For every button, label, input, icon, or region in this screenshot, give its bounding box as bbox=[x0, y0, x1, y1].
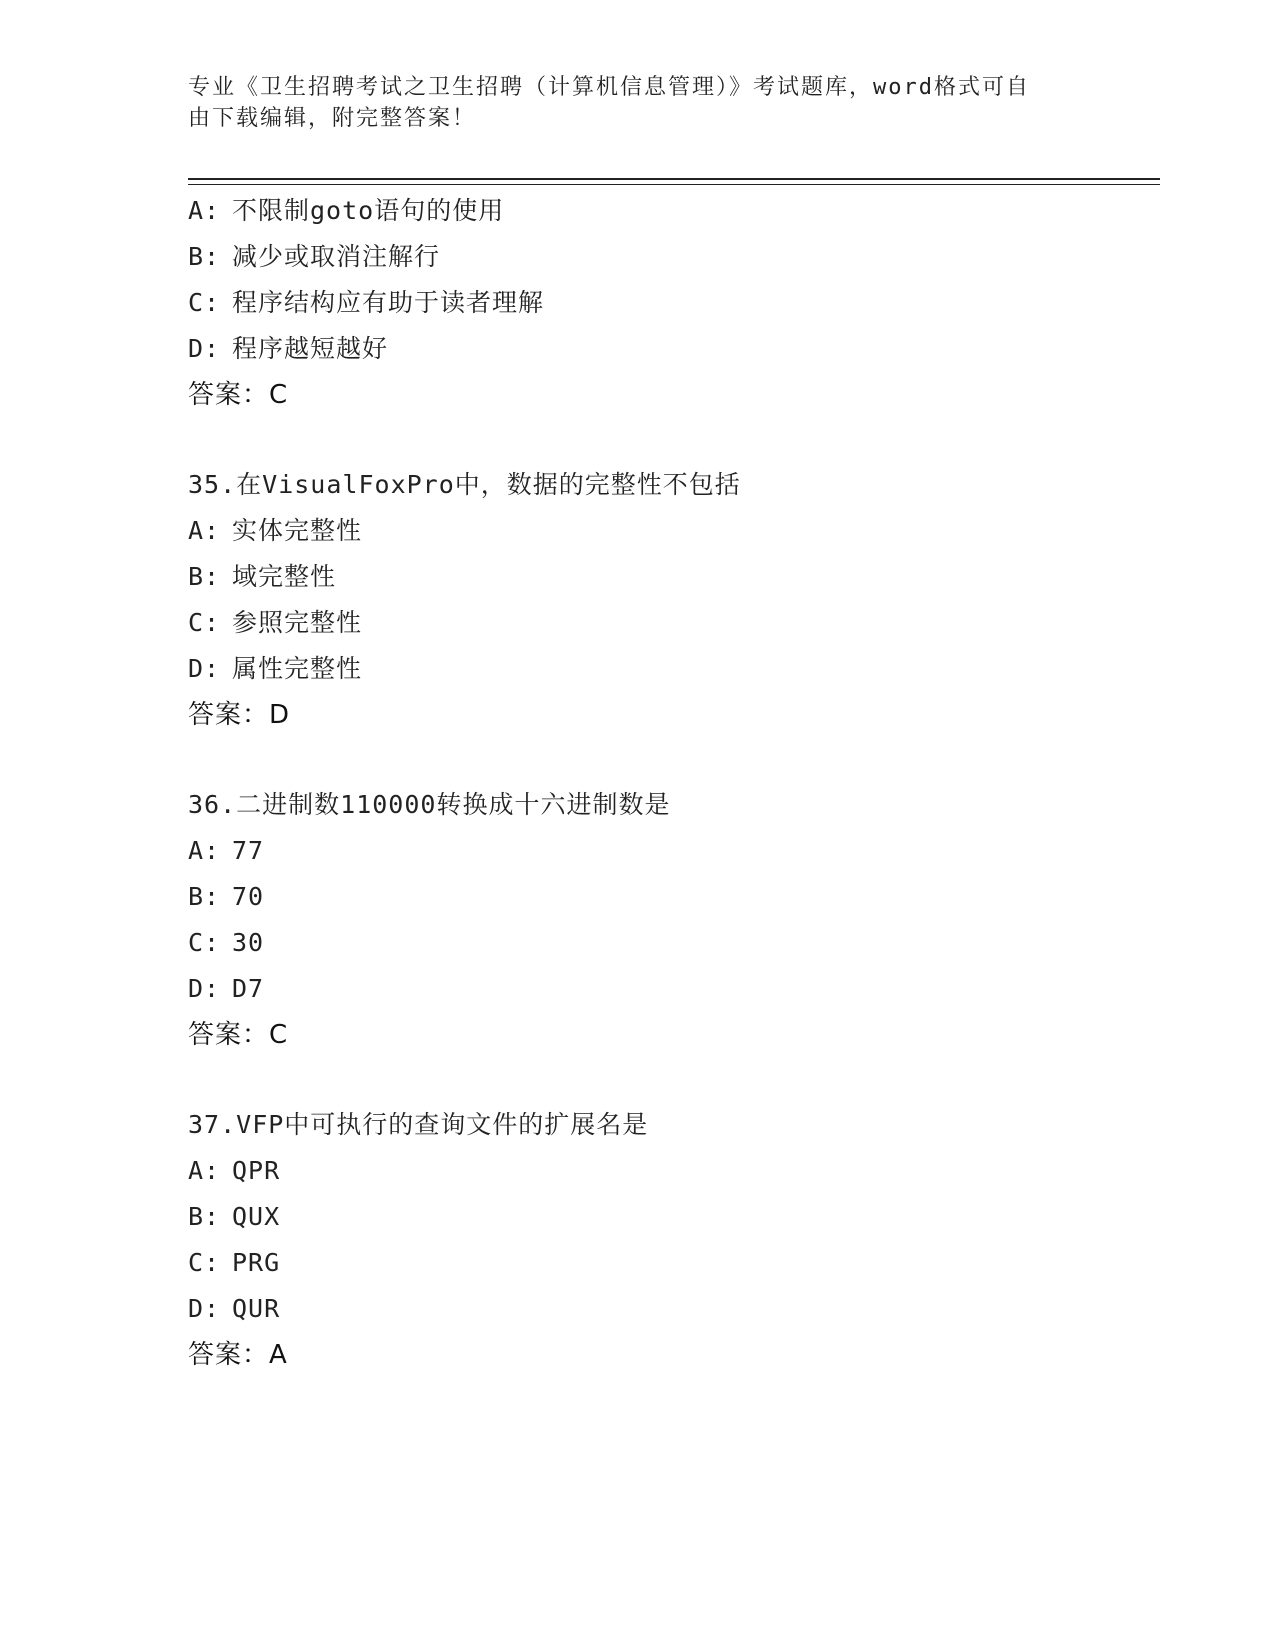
option-c bbox=[188, 1240, 1148, 1286]
option-key: A: bbox=[188, 836, 221, 865]
option-a bbox=[188, 828, 1148, 874]
answer-line: 答案：C bbox=[188, 1020, 289, 1050]
option-text: QUR bbox=[232, 1294, 281, 1323]
header-line-1: 专业《卫生招聘考试之卫生招聘（计算机信息管理）》考试题库，word格式可自 bbox=[188, 75, 1030, 100]
spacer bbox=[188, 418, 1148, 462]
question-block-36 bbox=[188, 782, 1148, 1058]
header-line-2: 由下载编辑，附完整答案！ bbox=[188, 106, 477, 131]
question-stem: 37.VFP中可执行的查询文件的扩展名是 bbox=[188, 1110, 649, 1139]
question-block-35 bbox=[188, 462, 1148, 738]
option-text: 实体完整性 bbox=[232, 516, 363, 545]
option-text: 属性完整性 bbox=[232, 654, 363, 683]
option-b bbox=[188, 554, 1148, 600]
option-key: C: bbox=[188, 608, 221, 637]
question-stem: 36.二进制数110000转换成十六进制数是 bbox=[188, 790, 671, 819]
option-text: 程序越短越好 bbox=[232, 334, 389, 363]
question-stem: 35.在VisualFoxPro中，数据的完整性不包括 bbox=[188, 470, 741, 499]
option-text: D7 bbox=[232, 974, 265, 1003]
header-divider-thick bbox=[188, 178, 1160, 180]
option-c bbox=[188, 280, 1148, 326]
option-text: 参照完整性 bbox=[232, 608, 363, 637]
answer-line: 答案：D bbox=[188, 700, 291, 730]
option-text: 减少或取消注解行 bbox=[232, 242, 441, 271]
option-text: 70 bbox=[232, 882, 265, 911]
option-key: C: bbox=[188, 288, 221, 317]
option-d bbox=[188, 1286, 1148, 1332]
option-b bbox=[188, 234, 1148, 280]
option-key: C: bbox=[188, 928, 221, 957]
answer-line: 答案：C bbox=[188, 380, 289, 410]
spacer bbox=[188, 738, 1148, 782]
option-text: QUX bbox=[232, 1202, 281, 1231]
option-text: 30 bbox=[232, 928, 265, 957]
option-text: 域完整性 bbox=[232, 562, 337, 591]
option-d bbox=[188, 966, 1148, 1012]
option-key: B: bbox=[188, 242, 221, 271]
answer-line: 答案：A bbox=[188, 1340, 288, 1370]
option-text: QPR bbox=[232, 1156, 281, 1185]
option-text: PRG bbox=[232, 1248, 281, 1277]
question-list bbox=[188, 188, 1148, 1378]
option-key: D: bbox=[188, 334, 221, 363]
option-c bbox=[188, 920, 1148, 966]
option-b bbox=[188, 874, 1148, 920]
option-key: C: bbox=[188, 1248, 221, 1277]
option-text: 77 bbox=[232, 836, 265, 865]
question-block-37 bbox=[188, 1102, 1148, 1378]
spacer bbox=[188, 1058, 1148, 1102]
option-key: B: bbox=[188, 1202, 221, 1231]
header-divider-thin bbox=[188, 184, 1160, 185]
option-a bbox=[188, 188, 1148, 234]
option-text: 程序结构应有助于读者理解 bbox=[232, 288, 545, 317]
question-block-continued bbox=[188, 188, 1148, 418]
option-key: B: bbox=[188, 562, 221, 591]
option-text: 不限制goto语句的使用 bbox=[232, 196, 505, 225]
option-key: D: bbox=[188, 1294, 221, 1323]
option-a bbox=[188, 508, 1148, 554]
document-header bbox=[188, 72, 1088, 134]
option-d bbox=[188, 646, 1148, 692]
option-c bbox=[188, 600, 1148, 646]
option-key: A: bbox=[188, 196, 221, 225]
option-a bbox=[188, 1148, 1148, 1194]
option-key: D: bbox=[188, 974, 221, 1003]
option-key: D: bbox=[188, 654, 221, 683]
option-key: A: bbox=[188, 516, 221, 545]
option-b bbox=[188, 1194, 1148, 1240]
option-d bbox=[188, 326, 1148, 372]
option-key: B: bbox=[188, 882, 221, 911]
option-key: A: bbox=[188, 1156, 221, 1185]
